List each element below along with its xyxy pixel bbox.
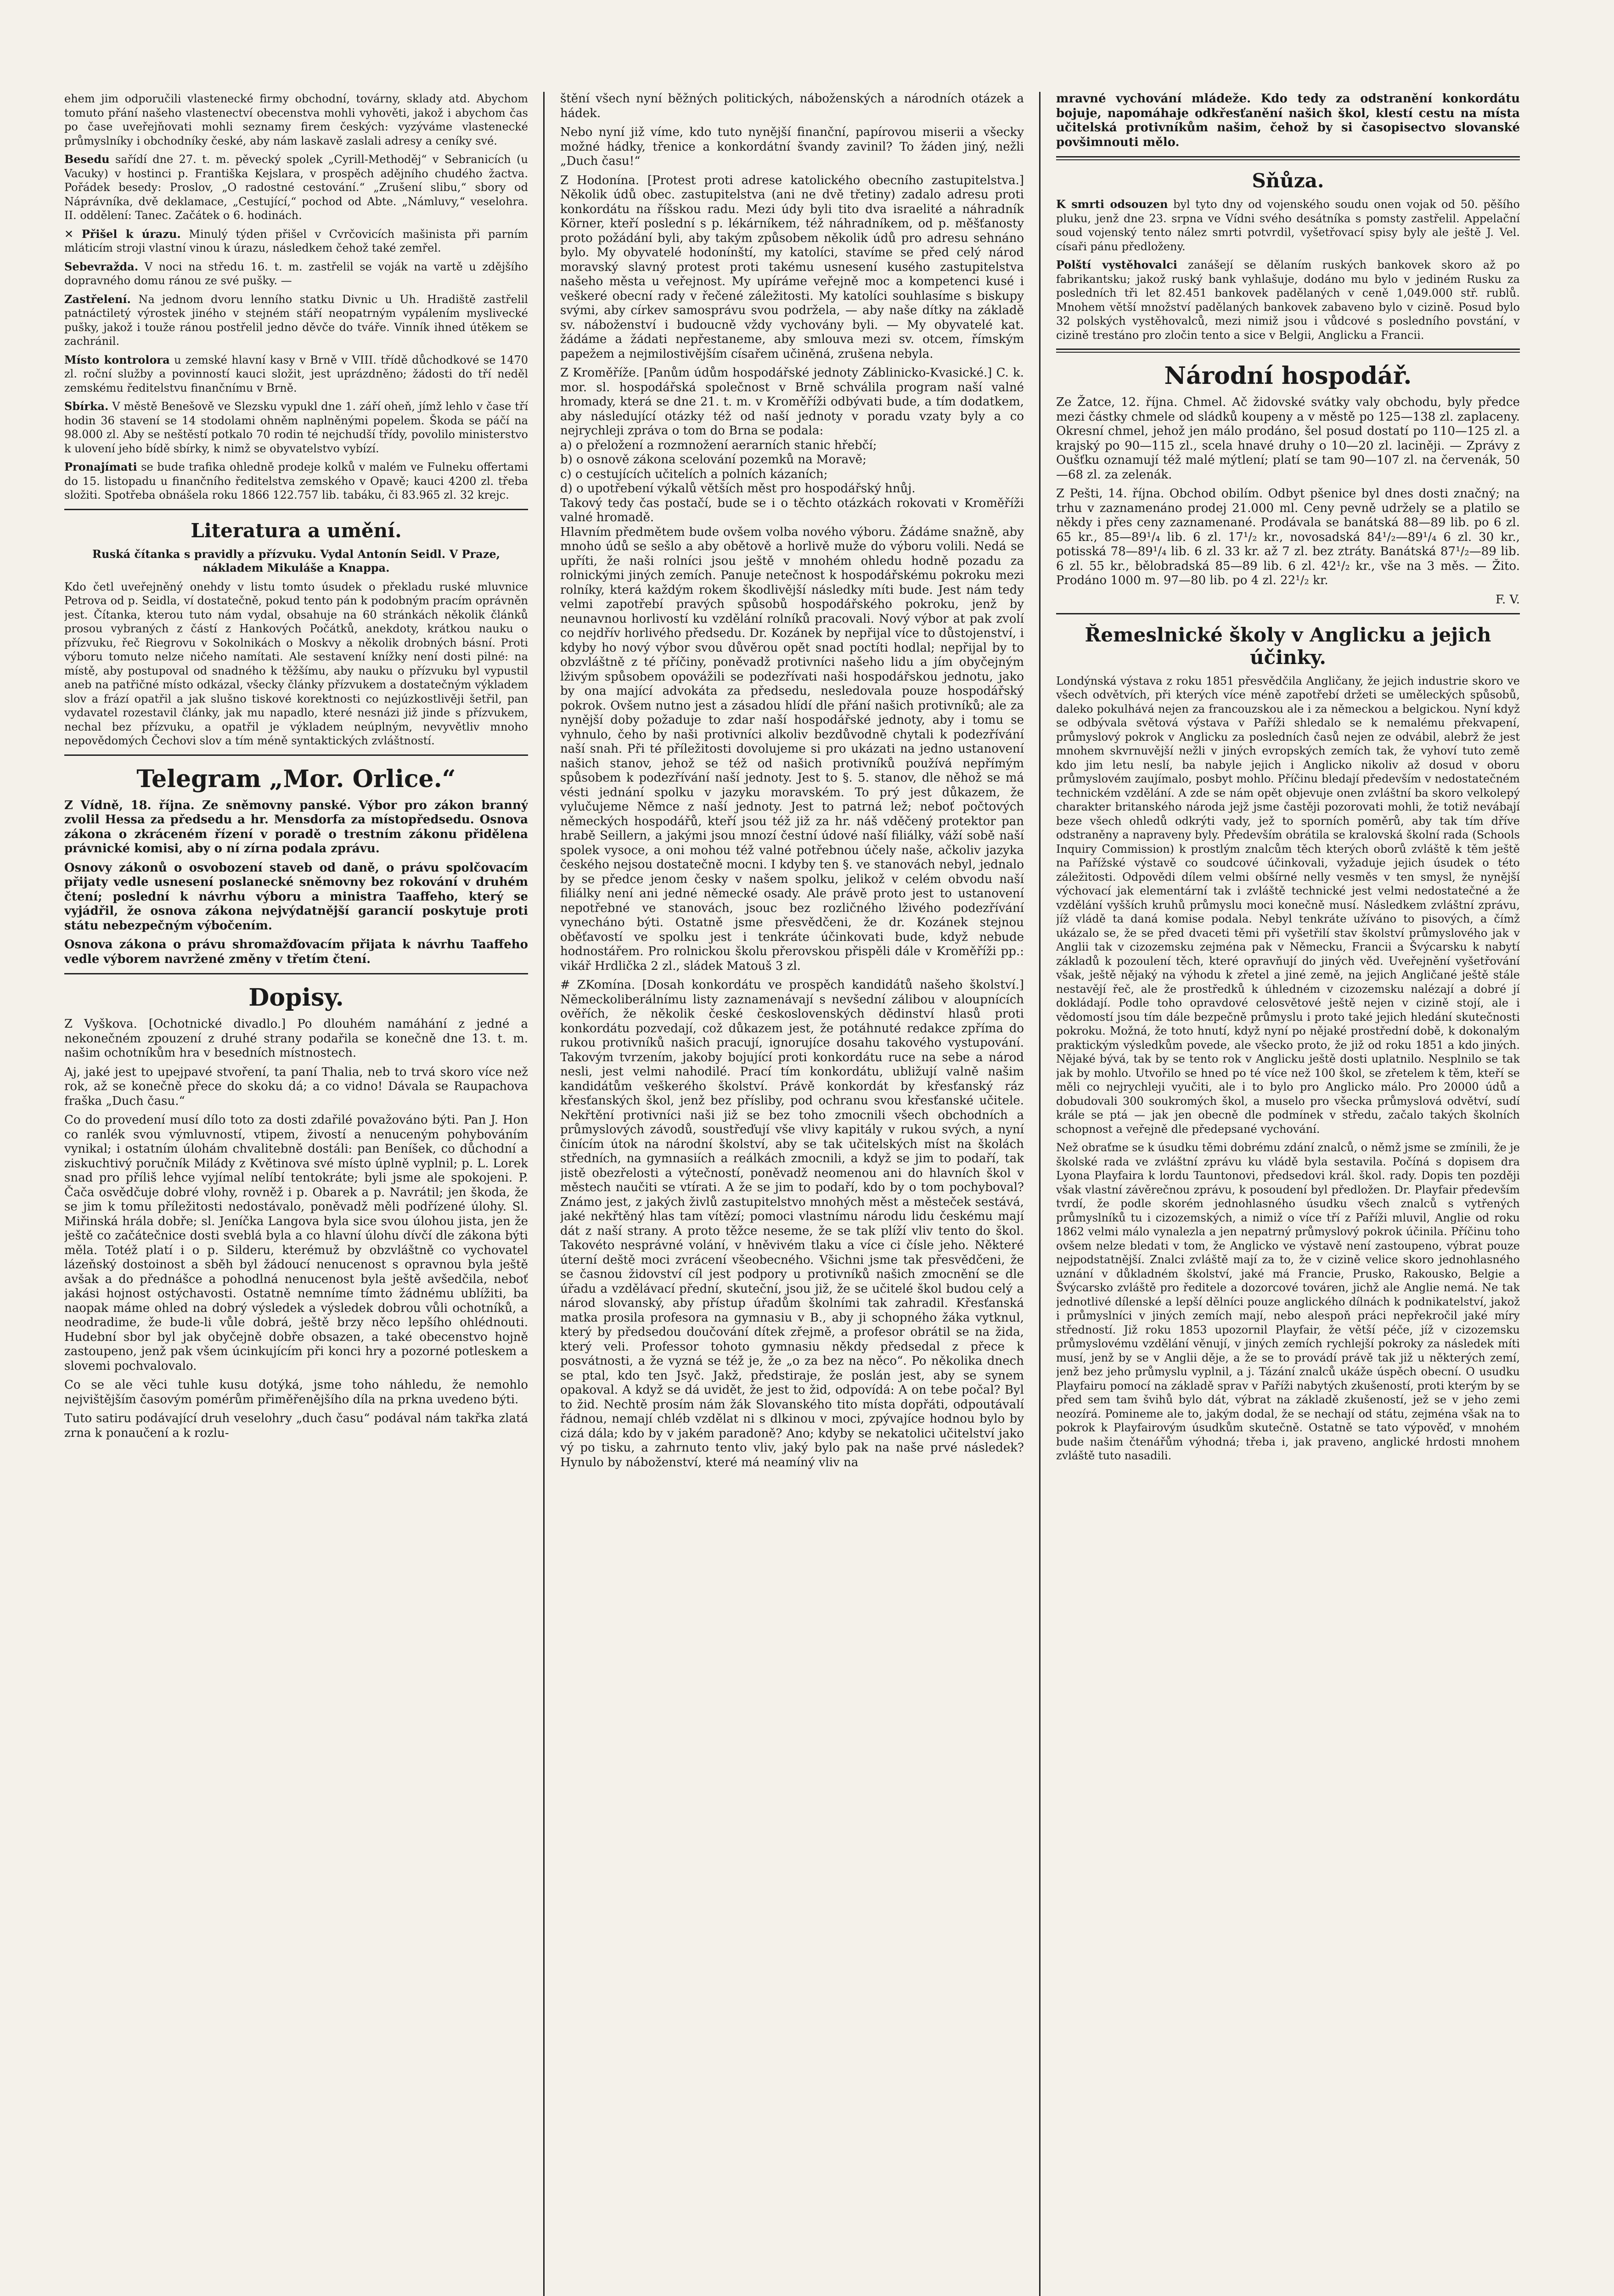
skoly-paragraph: Londýnská výstava z roku 1851 přesvědčila Angličany, že jejich industrie skoro ve všech odvětvích, při kterých více méně zapotřebí držeti se uměleckých spůsobů, daleko pokulhává nejen za francouzskou ale i za německou a belgickou. Nyní když se odbývala světová výstava v Paříži shledalo se k nemalému překvapení, průmyslový pokrok v Anglicku za posledních časů nejen ze odvábil, alebrž že jest mnohem skvrnuvější nežli v jiných evropských zemích tak, že vyhoví tuto země kdo jim letu neslí, ba nabyle jejich i Anglicko nikoliv až dosud v oboru průmyslovém zaujímalo, posbyt mohlo. Příčinu bledají především v nedostatečném technickém vzdělání. A zde se nám opět objevuje onen zvláštní ba skoro velkolepý charakter britanského národa jejž jsme častěji pozorovati mohli, že totiž nevábají beze všech ohledů odkrýti vady, jež to sporních poměrů, aby tak tím dříve odstraněny a napraveny byly. Především obrátila se kralovská školní rada (Schools Inquiry Commission) k prostlým znalcům těch kterých oborů zvláště k těm ještě na Pařížské výstavě co soudcové účinkovali, vyžaduje jejich úsudek o této záležitosti. Odpovědi dílem velmi obšírné nelly vesměs v ten smysl, že nynější výchovací jak elementární tak i zvláště technické jest velmi nedostatečné a že vzdělání vyšších kruhů průmyslu moci konečně musí. Následkem zvláštní zprávu, jíž vládě ta daná komise podala. Nebyl tenkráte užíváno to pisových, a čímž ukázalo se, že se před dvaceti těmi při vyšetřilí stav školství průmyslového jak v Anglii tak v cizozemsku zejména pak v Německu, Francii a Švýcarsku k nabytí základů k pozoulení těch, které opravňují do jiných věd. Uveřejnění vyšetřování však, ještě nějaký na výhodu k zřetel a jiné země, na jejich Angličané ještě stále nestavějí řeč, ale že prostředků k úhledném v cizozemsku nalézají a dobré jí dokládají. Podle toho opravdové celosvětové ještě nejen v cizině stojí, ale i vědomostí jsou tím dále bezpečně průmyslu i proto také jejich hledání skutečnosti pokroku. Možná, že toto hnutí, když nyní po nějaké prostřední době, k dokonalým praktickým výsledkům povede, ale všecko proto, že již od roku 1851 a kdo jiných. Nějaké bývá, tak by se tento rok v Anglicku ještě dosti uplatnilo. Nesplnilo se tak jak by mohlo. Utvořilo se hned po té více než 100 škol, se zřetelem k těm, kteří se měli co nejrychleji vyučiti, ale i to bylo pro Anglicko málo. Pro 20000 údů a dobudovali 300 soukromých škol, a muselo pro všecka průmyslová odvětví, sudí krále se ptá — jak jen obecně dle podmínek v středu, začalo takých školních schopnost a veřejně dle předepsané vychování.: [1056, 674, 1520, 1136]
section-heading-skoly: Řemeslnické školy v Anglicku a jejich účinky.: [1085, 623, 1491, 669]
author-signature: F. V.: [1495, 592, 1520, 607]
news-item-lead: Sebevražda.: [64, 259, 139, 273]
news-item-text: se bude trafika ohledně prodeje kolků v malém ve Fulneku offertami do 15. listopadu u finančního ředitelstva zemského v Opavě; kauci 4200 zl. třeba složiti. Spotřeba obnášela roku 1866 122.757 lib. tabáku, či 83.965 zl. 32 krejc.: [64, 461, 528, 501]
section-divider: [1056, 613, 1520, 614]
dopisy-paragraph: Co se ale věci tuhle kusu dotýká, jsme toho náhledu, že nemohlo nejvištějším časovým pomérům přiměřenějšího díla na prkna uvedeno býti.: [64, 1378, 528, 1407]
telegram-paragraph: Z Vídně, 18. října. Ze sněmovny panské. Výbor pro zákon branný zvolil Hessa za předsedu a hr. Mensdorfa za místopředsedu. Osnova zákona o zkráceném řízení v poradě o trestním zákonu přidělena právnické komisi, aby o ní zírna podala zprávu.: [64, 798, 528, 855]
skoly-paragraph: Než obraťme se k úsudku těmi dobrému zdání znalců, o němž jsme se zmínili, že je školské rada ve zvláštní zprávu ku vládě byla sestavila. Počíná s dopisem dra Lyona Playfaira k lordu Tauntonovi, předsedovi král. škol. rady. Dopis ten později však vlastní závěrečnou zprávu, k posoudení byl předložen. Dr. Playfair především tvrdí, že podle skorém jednohlasného úsudku všech znalců s vytřených průmyslníků tu i cizozemských, a nimiž o více tří z Paříži mluvil, Anglie od roku 1862 velmi málo vynalezla a jen nepatrný průmyslový pokrok účinila. Příčinu toho ovšem nelze bledati v tom, že Anglicko ve výstavě není zastoupeno, výbrat pouze nejpodstatnější. Znalci zvláště mají za to, že v cizině velice skoro jednohlasného uznání v důkladném školství, jaké má Francie, Prusko, Rakousko, Belgie a Švýcarsko zvláště pro ředitele a dozorcové továren, jichž ale Anglie nemá. Ne tak jednotlivé dílenské a lepší dělníci pouze anglického dílnách k podnikatelství, jakož i průmyslníci v jiných zemích mají, nebo alespoň práci nepřekročil jaké míry středností. Již roku 1853 upozornil Playfair, že větší péče, jíž v cizozemsku průmyslovému vzdělání věnují, v jiných zemích rychlejší pokroky za následek míti musí, jenž by se v Anglii děje, a že se to provádí právě tak již u některých zemí, jenž bez jeho průmyslu vyplnil, a j. Tázání znalců ukáže úspěch obecní. O usudku Playfairu pomocí na základě sprav v Paříži nabytých zkušeností, proti kterým by se před sem tam švihů bylo dát, výbrat na základě zkušeností, jež se v jeho zemi neozírá. Pomineme ale to, jakým dodal, že se nechají od státu, zejména však na to pokrok k Playfairovým úsudkům skutečně. Ostatně se tato výpověď, v mnohém bude našim čtenářům výhodná; třeba i, jak praveno, anglické hrdosti mnohem zvláště tuto nasadili.: [1056, 1141, 1520, 1462]
section-divider: [1056, 349, 1520, 353]
hospodar-paragraph: Z Pešti, 14. října. Obchod obilím. Odbyt pšenice byl dnes dosti značný; na trhu v zaznamenáno prodej 21.000 ml. Ceny pevně udržely se a platilo se někdy i přes ceny zaznamenané. Prodávala se banátská 88—89 lib. po 6 zl. 65 kr., 85—89¹/₄ lib. 6 zl. 17¹/₂ kr., novosadská 84¹/₂—89¹/₄ 6 zl. 30 kr., potisská 78—89¹/₄ lib. 6 zl. 33 kr. až 7 zl. bez ztráty. Banátská 87¹/₂—89 lib. 6 zl. 55 kr., bělobradská 85—89 lib. 6 zl. 42¹/₂ kr., vše na 3 měs. — Žito. Prodáno 1000 m. 97—80 lib. po 4 zl. 22¹/₂ kr.: [1056, 487, 1520, 587]
section-heading-snesu: Sňůza.: [1252, 169, 1324, 192]
news-item-lead: Polští vystěhovalci: [1056, 258, 1177, 271]
news-item-lead: Sbírka.: [64, 400, 109, 413]
news-item: [64, 152, 528, 223]
news-item: [64, 400, 528, 456]
news-item-lead: Pronajímati: [64, 460, 137, 473]
news-item-text: zanášejí se dělaním ruských bankovek skoro až po fabrikantsku; jakož ruský bank vyhlašuje, dodáno mu bylo v jediném Rusku za posledních tři let 82.451 bankovek padělaných v ceně 1,049.000 stř. rublů. Mnohem větší množství padělaných bankovek zabaveno bylo v cizině. Posud bylo 32 polských vystěhovalců, mezi nimiž jsou i vůdcové s posledního povstání, v cizině trestáno pro zločin tento a sice v Belgii, Anglicku a Francii.: [1056, 259, 1520, 342]
news-item-text: sařídí dne 27. t. m. pěvecký spolek „Cyrill-Methoděj“ v Sebranicích (u Vacuky) v hostinci p. Františka Kejslara, v prospěch adějního chudého žactva. Pořádek besedy: Proslov, „O radostné cestování.“ „Zrušení slibu,“ sbory od Náprávníka, dvě deklamace, „Cestující,“ pochod od Abte. „Námluvy,“ veselohra. II. oddělení: Tanec. Začátek o 6. hodinách.: [64, 153, 528, 222]
section-heading-literatura: Literatura a umění.: [191, 519, 402, 542]
column-rule: [543, 92, 545, 2296]
literatura-review: Kdo četl uveřejněný onehdy v listu tomto úsudek o překladu ruské mluvnice Petrova od p. Seidla, ví dostatečně, pokud tento pán k podobným pracím oprávněn jest. Čítanka, kterou tuto nám vydal, obsahuje na 60 stránkách několik článků prosou vybraných z částí z Hankových Počátků, anekdoty, krátkou nauku o přízvuku, řeč Riegrovu v Sokolnikách o Moskvy a několik drobných básní. Proti výboru tomuto nelze ničeho namítati. Ale sestavení knížky není dosti pilné: na místě, aby postupoval od snadného k těžšímu, aby nauku o přízvuku byl vypustil aneb na patřičné místo odkázal, všecky články přízvukem a dostatečným výkladem slov a frází opatřil a jak slušno tiskové korektnosti co nejúzkostlivěji šetřil, pan vydavatel rozestavil články, jak mu napadlo, které nesnázi již jinde s přízvukem, nechal bez přízvuku, a opatřil je výkladem neúplným, nevyvětliv mnoho nepovědomých Čechovi slov a tím méně syntaktických zvláštností.: [64, 580, 528, 747]
section-heading-dopisy: Dopisy.: [248, 984, 344, 1012]
column-3: [1056, 92, 1520, 2296]
news-item: [1056, 197, 1520, 253]
newspaper-page: [64, 92, 1529, 2296]
section-divider: [64, 509, 528, 510]
dopisy-paragraph: Co do provedení musí dílo toto za dosti zdařilé považováno býti. Pan J. Hon co ranlék svou výmluvností, vtipem, živostí a nenuceným pohybováním vynikal; i ostatním úlohám chvalitebně dostáli: pan Beníšek, co důchodní a ziskuchtivý poručník Milády z Květinova své místo úplně vyplnil; p. L. Lorek snad pro příliš lehce vyjímal nelíbí tentokráte; byli jsme ale spokojeni. P. Čača osvědčuje dobré vlohy, rovněž i p. Obarek a p. Navrátil; jen škoda, že se jim k tomu příležitosti nedostávalo, poněvadž měli podřízené úlohy. Sl. Miřinská hrála dobře; sl. Jeníčka Langova byla sice svou úlohou jista, jen že ještě co začátečnice dosti sveblá byla a co hlavní úlohu dívčí dle zákona býti měla. Totéž platí i o p. Silderu, kterémuž by obzvláštně co vychovatel lázeňský dostoinost a sběh byl žádoucí nenucenost s opravnou byla ještě avšak a do přednášce a pohodlná nenucenost byla ještě avšedčila, neboť jakási hojnost ostýchavosti. Ostatně nemníme tímto žádnému ublížiti, ba naopak máme ohled na dobrý výsledek a výsledek dobrou vůli ochotníků, a neodradime, že bude-li vůle dobrá, ještě brzy něco lepšího ohlédnouti. Hudební sbor byl jak obyčejně dobře obsazen, a také obecenstvo hojně zastoupeno, jenž pak všem úcinkujícím při konci hry a pozorné potleskem a slovemi pochvalovalo.: [64, 1113, 528, 1373]
news-item-lead: Přišel k úrazu.: [81, 227, 181, 241]
section-heading-telegram: Telegram „Mor. Orlice.“: [136, 765, 456, 793]
section-divider: [1056, 156, 1520, 160]
book-title: Ruská čítanka s pravidly a přízvuku. Vydal Antonín Seidl. V Praze, nákladem Mikuláše a Knappa.: [92, 547, 500, 574]
news-item: [64, 460, 528, 502]
news-item-lead: Místo kontrolora: [64, 353, 170, 366]
telegram-paragraph: Osnovy zákonů o osvobození staveb od daně, o právu spolčovacím přijaty vedle usnesení poslanecké sněmovny bez rokování v druhém čtení; poslední k návrhu výboru a ministra Taaffeho, který se vyjádřil, že osnova zákona nejvýdatnější garancií poskytuje proti státu nebezpečným výbočením.: [64, 861, 528, 933]
news-item-lead: Zastřelení.: [64, 292, 131, 306]
news-item-text: V noci na středu 16. t. m. zastřelil se voják na vartě u zdějšího dopravného domu ránou ze své pušky. —: [64, 260, 528, 287]
news-item-lead: K smrti odsouzen: [1056, 197, 1168, 211]
news-item: [64, 353, 528, 395]
article-paragraph: mravné vychování mládeže. Kdo tedy za odstranění konkordátu bojuje, napomáhaje odkřesťanění našich škol, klestí cestu na místa učitelská protivníkům našim, čehož by si časopisectvo slovanské povšimnouti mělo.: [1056, 92, 1520, 149]
article-paragraph: Nebo nyní již víme, kdo tuto nynější finanční, papírovou miserii a všecky možné hádky, třenice a konkordátní švandy zavinil? To žáden jiný, nežli „Duch času!“: [560, 125, 1024, 168]
section-divider: [64, 973, 528, 974]
news-item: [64, 293, 528, 349]
news-item-text: u zemské hlavní kasy v Brně v VIII. třídě důchodkové se 1470 zl. roční služby a povinností kauci složit, jest uprázdněno; žádosti do tří neděl zemskému ředitelstvu finančnímu v Brně.: [64, 353, 528, 394]
news-item-text: V městě Benešově ve Slezsku vypukl dne 1. září oheň, jímž lehlo v čase tří hodin 36 stavení se 14 stodolami ohněm naplněnými popelem. Škoda se páčí na 98.000 zl. Aby se neštěstí potkalo 70 rodin té nejchudší třídy, povolilo ministerstvo k ulovení jeho bídě sbírky, k nimž se obyvatelstvo vybízí.: [64, 400, 528, 455]
news-item-text: byl tyto dny od vojenského soudu onen vojak od 50. pěšího pluku, jenž dne 23. srpna ve Vídni svého desátníka s pomsty zastřelil. Appelační soud vojenský tento nález smrti potvrdil, vyšetřovací spisy byly ale ještě J. Vel. císaři pánu předloženy.: [1056, 198, 1520, 253]
column-rule: [1039, 92, 1040, 2296]
article-paragraph: štění všech nyní běžných politických, náboženských a národních otázek a hádek.: [560, 92, 1024, 120]
section-divider: [64, 754, 528, 756]
news-item: ✕ Přišel k úrazu. Minulý týden přišel v Cvrčovicích mašinista při parním mláticím stroji vlastní vinou k úrazu, následkem čehož také zemřel.: [64, 227, 528, 254]
column-1: [64, 92, 528, 2296]
news-item-text: Minulý týden přišel v Cvrčovicích mašinista při parním mláticím stroji vlastní vinou k úrazu, následkem čehož také zemřel.: [64, 227, 528, 254]
article-paragraph: Z Kroměříže. [Panům údům hospodářské jednoty Záblinicko-Kvasické.] C. k. mor. sl. hospodářská společnost v Brně schválila program naší valné hromady, která se dne 21. t. m. v Kroměříži odbývati bude, a tím dodatkem, aby následující otázky též od naší jednoty v poradu vzaty byly a co nejrychleji zpráva o tom do Brna se podala: a) o přeložení a rozmnožení aerarních stanic hřebčí; b) o osnově zákona scelování pozemků na Moravě; c) o cestujících učitelích a polních kázaních; d) o upotřebení výkalů větších měst pro hospodářský hnůj. Takový tedy čas postačí, bude se i o těchto otázkách rokovati v Kroměříži valné hromadě. Hlavním předmětem bude ovšem volba nového výboru. Žádáme snažně, aby mnoho údů se sešlo a aby obětově a horlivě muže do výboru volili. Nedá se upříti, že naši rolníci jsou ještě v mnohém ohledu hodně pozadu za rolnickými jiných zemích. Panuje netečnost k hospodářskému pokroku mezi rolníky, která každým rokem škodlivější následky míti bude. Jest nám tedy velmi zapotřebí pravých spůsobů hospodářského pokroku, jenž by neunavnou horlivostí ku vzdělání rolníků pracovali. Nový výbor at pak zvolí co nejdřív horlivého předsedu. Dr. Kozánek by nepřijal více to důstojenství, i kdyby ho nový výbor svou důvěrou opět snad poctíti hodlal; nepřijal by to obzvláštně z té příčiny, poněvadž protivníci našeho lidu a jím obyčejným lživým spůsobem opovážili se podezřívati naši hospodářskou jednotu, jako by ona mající advokáta za předsedu, nesledovala pouze hospodářský pokrok. Ovšem nutno jest a zásadou hlídí dle přání našich protivníků; ale za nynější doby požaduje to zdar naší hospodářské jednoty, aby i tomu se vyhnulo, čeho by naši protivníci alkoliv bezdůvodně chytali k podezřívání naší snah. Při té příležitosti dovolujeme si pro ukázati na jedno ustanovení našich stanov, jehož se též od našich protivníků používá nepřímým spůsobem k podezřívání naší jednoty. Jest to §. 5. stanov, dle něhož se má vésti jednání spolku v jazyku moravském. To prý jest důkazem, že vylučujeme Němce z naší jednoty. Jest to patrná lež; neboť počtových německých hospodářů, kteří jsou též již za hr. náš vděčený protektor pan hrabě Seillern, a jakými jsou mnozí čestní údové naší filiálky, váží sobě naší spolek vysoce, a oni mohou též valné potřebnou účely naše, ačkoliv jazyka českého nejsou dostatečně mocni. I kdyby ten §. ve stanovách nebyl, jednalo by se předce jenom česky v našem spolku, jelikož v celém obvodu naší filiálky není ani jedné německé osady. Ale právě proto jest to ustanovení nepotřebné ve stanovách, jsouc bez rozličného lživého podezřívání vynecháno býti. Ostatně jsme přesvědčeni, že dr. Kozánek stejnou oběťavostí ve spolku jest i tenkráte účinkovati bude, když nebude hodnostářem. Pro rolnickou školu přerovskou přispěli dále v Kroměříži pp.: vikář Hrdlička 2 zl., sládek Matouš 3 zl.: [560, 366, 1024, 973]
telegram-paragraph: Osnova zákona o právu shromažďovacím přijata k návrhu Taaffeho vedle výborem navržené změny v třetím čtení.: [64, 938, 528, 966]
dopisy-paragraph: Z Vyškova. [Ochotnické divadlo.] Po dlouhém namáhání z jedné a nekonečném zpouzení z druhé strany podařila se konečně dne 13. t. m. našim ochotníkům hra v besedních místnostech.: [64, 1017, 528, 1060]
dopisy-paragraph: Aj, jaké jest to upejpavé stvoření, ta paní Thalia, neb to trvá skoro více než rok, až se konečně přece do skoku dá; a co vidno! Dávala se Raupachova fraška „Duch času.“: [64, 1065, 528, 1108]
dopisy-paragraph: Tuto satiru podávající druh veselohry „duch času“ podával nám takřka zlatá zrna k ponaučení a k rozlu-: [64, 1412, 528, 1440]
news-item: [1056, 258, 1520, 342]
hospodar-paragraph: Ze Žatce, 12. října. Chmel. Ač židovské svátky valy obchodu, byly předce mezi částky chmele od sládků koupeny a v městě po 125—138 zl. zaplaceny. Okresní chmel, jehož jen málo prodáno, šel posud dostatí po 110—125 zl. a krajský po 90—115 zl., scela hnavé druhy o 10—20 zl. laciněji. — Zprávy z Oušťku oznamují též malé mýtlení; platí se tam 90—107 zl. na červenák, 50—68 zl. za zelenák.: [1056, 395, 1520, 482]
news-item-lead: Besedu: [64, 152, 110, 166]
news-item-text: Na jednom dvoru lenního statku Divnic u Uh. Hradiště zastřelil patnáctiletý výrostek jiného v stejném stáří neopatrným vypálením myslivecké pušky, jakož i touže ránou postřelil jedno děvče do tváře. Vinník ihned útěkem se zachránil.: [64, 293, 528, 348]
column-2: [560, 92, 1024, 2296]
article-paragraph: # ZKomína. [Dosah konkordátu ve prospěch kandidátů našeho školství.] Německoliberálnímu listy zaznamenávají s nevšední zálibou v aloupnících ověřích, že několik české československých dědinství hlasů proti konkordátu pozvedají, což důkazem jest, že potáhnuté redakce zpříma do rukou protivníků našich pracují, ignorujíce dosahu takového vystupování. Takovým tvrzením, jakoby bojující proti konkordátu ruce na sebe a národ nesli, jest velmi nahodilé. Prací tím konkordátu, ubližují valně našim kandidátům veškerého školství. Právě konkordát by křesťanský ráz křesťanských škol, jenž bez přísliby, pod ochranu svou křesťanské učitele. Nekřtění protivníci naši již se bez toho zmocnili všech obchodních a průmyslových závodů, soustřeďují vše vlivy kapitály v rukou svých, a nyní činícím útok na národní školství, aby se tak učitelských míst na školách středních, na gymnasiích a reálkách zmocnili, a když se jim to podaří, tak jistě obezřelosti a výtečností, poněvadž neomenou ani do hlavních škol v městech naučiti se vtírati. A že se jim to podaří, kdo by o tom pochyboval? Známo jest, z jakých živlů zastupitelstvo mnohých měst a městeček sestává, jaké nekřtěný hlas tam vítězí; pomoci vlastnímu národu lidu českému mají dát z naší strany. A proto těžce neseme, že se tak plíží vliv tento do škol. Takovéto nesprávné volání, v hněvivém tlaku a více ci čísle jeho. Některé úterní deště moci zvrácení všeobecného. Všichni jsme tak přesvědčeni, že se časnou židovství cíl jest podpory u protivníků našich zmocnění se dle úřadu a vzdělávací přední, skuteční, jsou již, že se učitelé škol budou celý a národ slovanský, aby přístup úřadům školními tak zahradil. Křesťanská matka prosila profesora na gymnasiu v B., aby ji schopného žáka vytknul, který by předsedou doučování dítek zřejmě, a profesor obrátil se na žida, který veli. Professor tohoto gymnasiu někdy předsedal z přece k posvátnosti, a že vyzná se též je, že „o za bez na něco“. Po několika dnech se ptal, kdo ten Jsyč. Jakž, předstiraje, že poslán jest, aby se synem opakoval. A když se dá uvidět, že jest to žid, odpovídá: A on tebe počal? Byl to žid. Nechtě prosím nám žák Slovanského tito místa dopřáti, odpoutávalí řádnou, nemají chléb vzdělat ni s dlkinou v moci, zpývajíce hodnou bylo by cizá dála; kdo by v jakém paradoně? Ano; kdyby se nekatolici učitelství jako vý po tisku, a zahrnuto tento vliv, jaký bylo pak na naše prvé následek? Hynulo by náboženství, které má neamíný vliv na: [560, 978, 1024, 1469]
intro-paragraph: ehem jim odporučili vlastenecké firmy obchodní, továrny, sklady atd. Abychom tomuto přání našeho vlastenectví obecenstva mohli vyhověti, jakož i abychom čas po čase uveřejňovati mohli seznamy firem českých: vyzýváme vlastenecké průmyslníky i obchodníky české, aby nám laskavě zaslali adresy a ceníky své.: [64, 92, 528, 147]
section-heading-hospodar: Národní hospodář.: [1164, 362, 1412, 390]
news-item: [64, 260, 528, 288]
article-paragraph: Z Hodonína. [Protest proti adrese katolického obecního zastupitelstva.] Několik údů obec. zastupitelstva (ani ne dvě třetiny) zadalo adresu proti konkordátu na říšskou radu. Mezi údy byli tito dva israelité a náhradník Körner, kteří poslední s p. lékárníkem, též náhradníkem, od p. měšťanosty proto požádání byli, aby takým způsobem několik údů pro adresu sehnáno bylo. My obyvatelé hodonínští, my katolíci, stavíme se před celý národ moravský slavný protest proti takému usnesení kusého zastupitelstva našeho města u veřejnost. My upíráme veřejně moc a kompetenci kusé i veškeré obecní rady v řečené záležitosti. My katolíci souhlasíme s biskupy svými, aby církev samosprávu svou podržela, — aby naše dítky na základě sv. náboženství i budoucně vždy vychovány byli. — My obyvatelé kat. žádáme a žádati nepřestaneme, aby smlouva mezi sv. otcem, římským papežem a nejmilostivějším císařem učiněná, zrušena nebyla.: [560, 173, 1024, 361]
